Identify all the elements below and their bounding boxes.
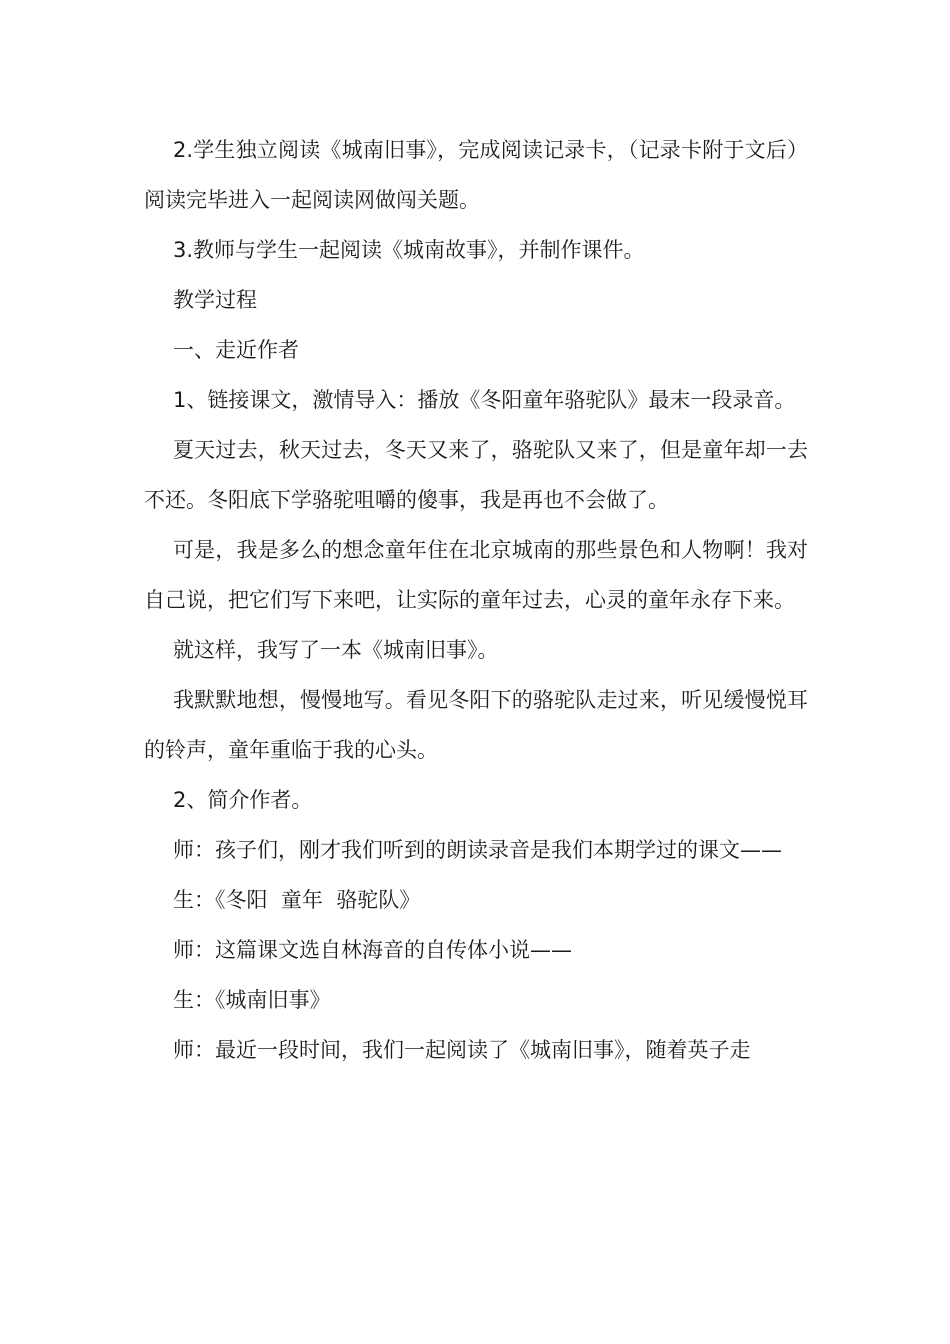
paragraph-excerpt-4: 我默默地想，慢慢地写。看见冬阳下的骆驼队走过来，听见缓慢悦耳的铃声，童年重临于我的心头。 bbox=[144, 688, 808, 762]
section-heading-author: 一、走近作者 bbox=[173, 338, 299, 362]
paragraph-excerpt-3: 就这样，我写了一本《城南旧事》。 bbox=[173, 638, 499, 662]
dialogue-teacher-3: 师：最近一段时间，我们一起阅读了《城南旧事》，随着英子走 bbox=[173, 1038, 751, 1062]
dialogue-teacher-2: 师：这篇课文选自林海音的自传体小说—— bbox=[173, 938, 572, 962]
section-heading-process: 教学过程 bbox=[173, 288, 257, 312]
paragraph-intro-step: 1、链接课文，激情导入：播放《冬阳童年骆驼队》最末一段录音。 bbox=[173, 388, 796, 412]
paragraph-excerpt-2: 可是，我是多么的想念童年住在北京城南的那些景色和人物啊！我对自己说，把它们写下来吧，让实际的童年过去，心灵的童年永存下来。 bbox=[144, 538, 808, 612]
document-body bbox=[144, 125, 808, 1075]
dialogue-student-2: 生：《城南旧事》 bbox=[173, 988, 331, 1012]
paragraph-author-heading: 2、简介作者。 bbox=[173, 788, 313, 812]
paragraph-teacher-prep: 3.教师与学生一起阅读《城南故事》，并制作课件。 bbox=[173, 238, 645, 262]
paragraph-excerpt-1: 夏天过去，秋天过去，冬天又来了，骆驼队又来了，但是童年却一去不还。冬阳底下学骆驼咀嚼的傻事，我是再也不会做了。 bbox=[144, 438, 808, 512]
dialogue-teacher-1: 师：孩子们，刚才我们听到的朗读录音是我们本期学过的课文—— bbox=[173, 838, 782, 862]
dialogue-student-1: 生：《冬阳 童年 骆驼队》 bbox=[173, 888, 421, 912]
paragraph-reading-task: 2.学生独立阅读《城南旧事》，完成阅读记录卡，（记录卡附于文后）阅读完毕进入一起阅读网做闯关题。 bbox=[144, 138, 808, 212]
